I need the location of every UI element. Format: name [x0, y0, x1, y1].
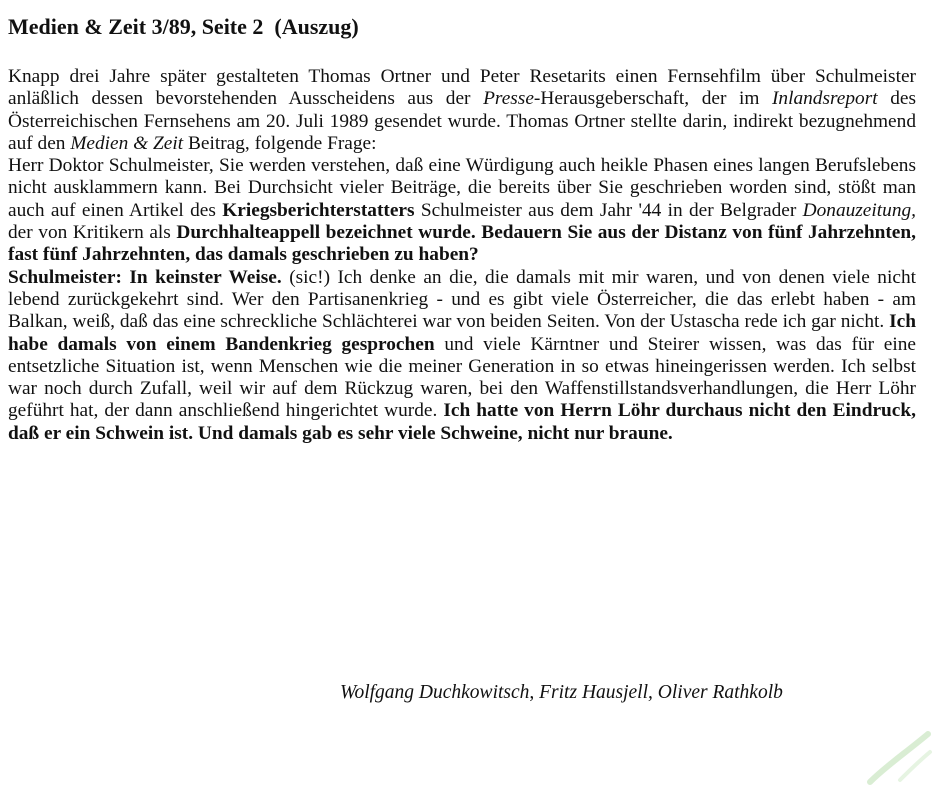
- intro-text: Beitrag, folgende Frage:: [183, 132, 377, 154]
- answer-emphasis: Ich habe damals von einem Bandenkrieg gesprochen: [8, 311, 916, 355]
- document-title: Medien & Zeit 3/89, Seite 2 (Auszug): [8, 14, 359, 39]
- newspaper-name-donauzeitung: Donauzeitung,: [802, 199, 916, 221]
- intro-paragraph: [8, 66, 916, 155]
- question-text: Schulmeister aus dem Jahr '44 in der Belgrader: [414, 199, 803, 221]
- interview-answer: [8, 267, 916, 445]
- magazine-name-medien-zeit: Medien & Zeit: [70, 132, 184, 154]
- decorative-brush-stroke: [860, 722, 933, 785]
- author-signature: Wolfgang Duchkowitsch, Fritz Hausjell, Oliver Rathkolb: [340, 682, 783, 703]
- answer-text: und viele Kärntner und Steirer wissen, was das für eine entsetzliche Situation ist, wenn Menschen wie die meiner Generation in so etwas hineingerissen werden. Ich selbst war noch durch Zufall, weil wir auf dem Rückzug waren, bei den Waffenstillstandsverhandlungen, die Herr Löhr geführt hat, der dann anschließend hingerichtet wurde.: [8, 333, 917, 422]
- newspaper-name-presse: Presse: [483, 88, 534, 110]
- question-text: der von Kritikern als: [8, 222, 177, 244]
- question-emphasis: Durchhalteappell bezeichnet wurde. Bedauern Sie aus der Distanz von fünf Jahrzehnten, fast fünf Jahrzehnten, das damals geschrieben zu haben?: [8, 222, 916, 266]
- intro-text: Knapp drei Jahre später gestalteten Thomas Ortner und Peter Resetarits einen Fernsehfilm über Schulmeister anläßlich dessen bevorstehenden Ausscheidens aus der: [8, 66, 916, 110]
- interview-question: [8, 155, 916, 266]
- program-name-inlandsreport: Inlandsreport: [771, 88, 878, 110]
- answer-text: (sic!) Ich denke an die, die damals mit mir waren, und von denen viele nicht lebend zurückgekehrt sind. Wer den Partisanenkrieg - und es gibt viele Österreicher, die das erlebt haben - am Balkan, weiß, daß das eine schreckliche Schlächterei war von beiden Seiten. Von der Ustascha rede ich gar nicht.: [8, 266, 916, 333]
- question-text: Herr Doktor Schulmeister, Sie werden verstehen, daß eine Würdigung auch heikle Phasen eines langen Berufslebens nicht ausklammern kann. Bei Durchsicht vieler Beiträge, die bereits über Sie geschrieben worden sind, stößt man auch auf einen Artikel des: [8, 155, 916, 221]
- intro-text: des Österreichischen Fernsehens am 20. Juli 1989 gesendet wurde. Thomas Ortner stellte darin, indirekt bezugnehmend auf den: [8, 88, 916, 154]
- answer-emphasis: Ich hatte von Herrn Löhr durchaus nicht den Eindruck, daß er ein Schwein ist. Und damals gab es sehr viele Schweine, nicht nur braune.: [8, 400, 916, 444]
- answer-emphasis: Schulmeister: In keinster Weise.: [8, 266, 282, 288]
- intro-text: -Herausgeberschaft, der im: [533, 88, 772, 110]
- question-emphasis: Kriegsberichterstatters: [222, 199, 415, 221]
- article-body: [8, 66, 916, 445]
